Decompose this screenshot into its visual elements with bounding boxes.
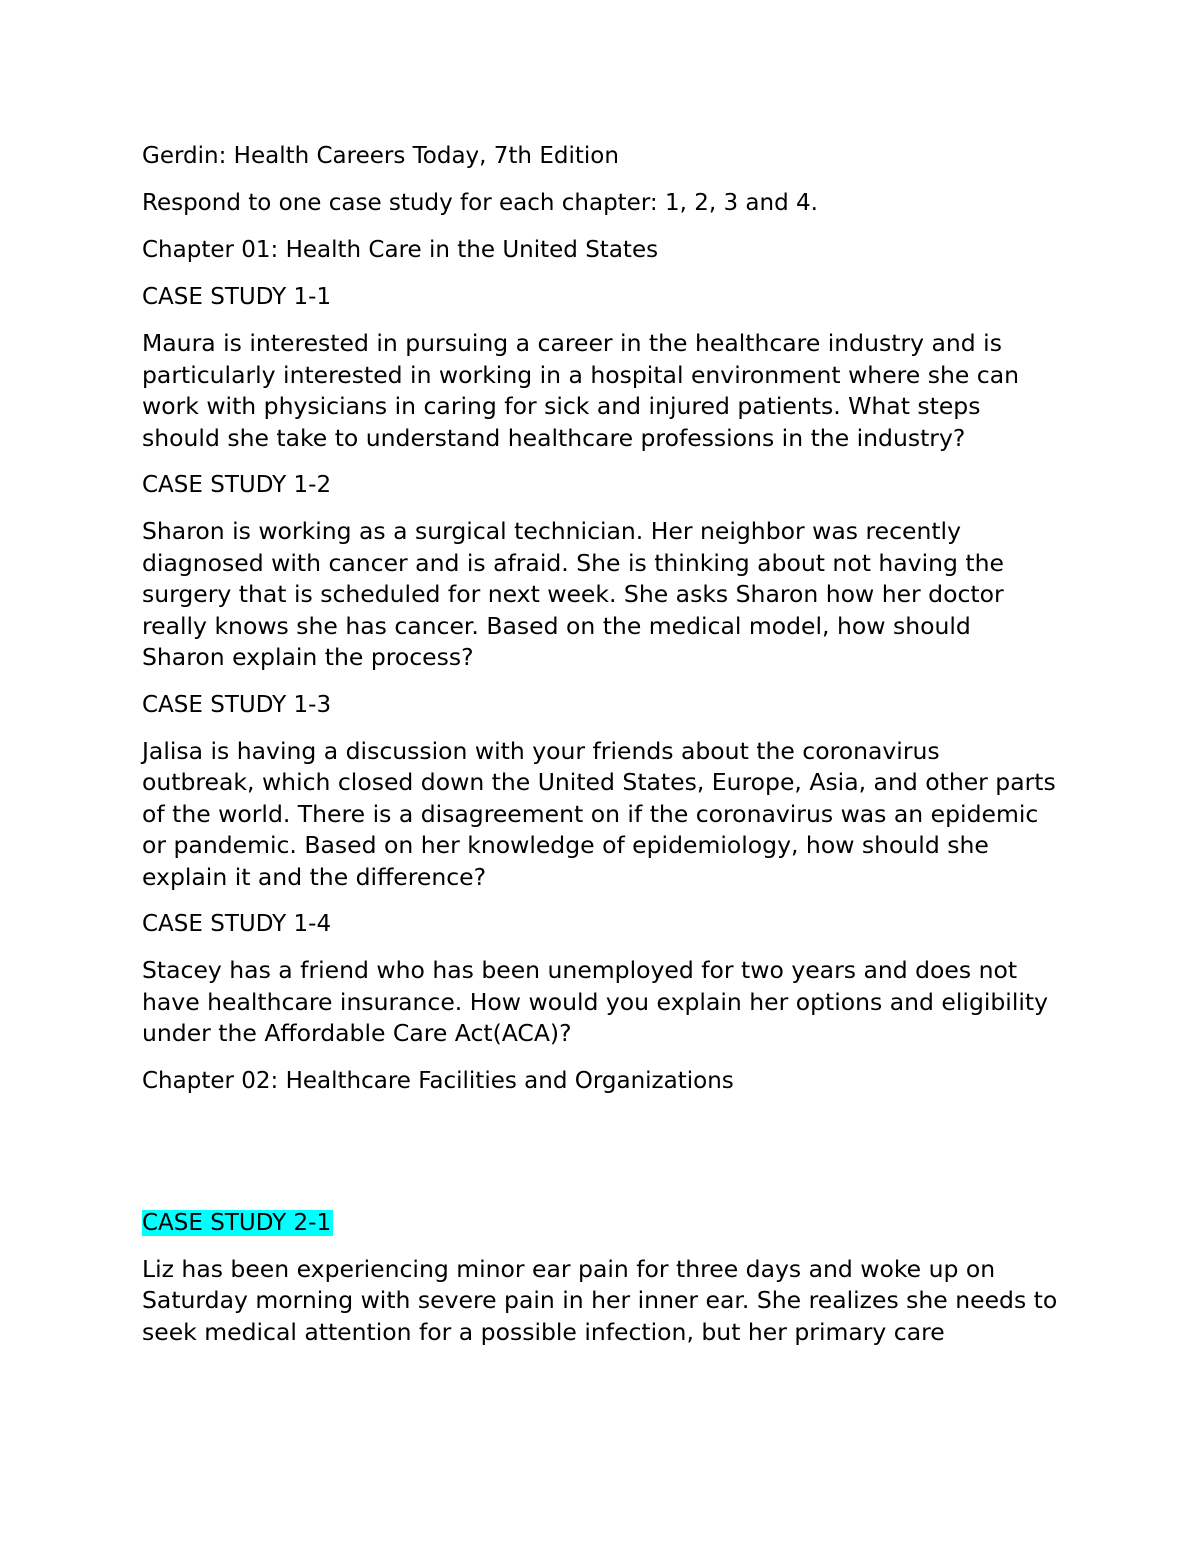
- case-line: or pandemic. Based on her knowledge of epidemiology, how should she: [142, 831, 989, 859]
- case-line: particularly interested in working in a hospital environment where she can: [142, 360, 1020, 389]
- case-study-1-4-body: [142, 955, 1072, 1050]
- highlighted-text: CASE STUDY 2-1: [142, 1209, 332, 1236]
- case-line: Sharon explain the process?: [142, 643, 474, 671]
- case-line: have healthcare insurance. How would you explain her options and eligibility: [142, 987, 1049, 1016]
- case-line: outbreak, which closed down the United States, Europe, Asia, and other parts: [142, 768, 1056, 796]
- case-study-2-1-label: [142, 1207, 1072, 1239]
- case-line: of the world. There is a disagreement on if the coronavirus was an epidemic: [142, 799, 1039, 828]
- case-study-2-1-body: [142, 1254, 1072, 1349]
- case-study-1-1-label: CASE STUDY 1-1: [142, 284, 332, 310]
- chapter-2-heading: Chapter 02: Healthcare Facilities and Organizations: [142, 1067, 734, 1094]
- case-study-1-2-body: [142, 516, 1072, 674]
- blank-space: [142, 1097, 1072, 1192]
- instruction-text: Respond to one case study for each chapter: 1, 2, 3 and 4.: [142, 190, 818, 216]
- document-page: [142, 140, 1072, 1348]
- case-study-1-4-label: CASE STUDY 1-4: [142, 911, 332, 937]
- case-line: Liz has been experiencing minor ear pain for three days and woke up on: [142, 1254, 996, 1283]
- case-line: Jalisa is having a discussion with your friends about the coronavirus: [142, 736, 940, 765]
- case-line: Stacey has a friend who has been unemployed for two years and does not: [142, 956, 1018, 984]
- case-line: diagnosed with cancer and is afraid. She is thinking about not having the: [142, 548, 1004, 577]
- case-line: really knows she has cancer. Based on the medical model, how should: [142, 611, 971, 640]
- case-line: Sharon is working as a surgical technician. Her neighbor was recently: [142, 517, 961, 545]
- case-study-1-3-label: CASE STUDY 1-3: [142, 691, 332, 718]
- case-line: seek medical attention for a possible infection, but her primary care: [142, 1317, 945, 1346]
- case-line: explain it and the difference?: [142, 862, 487, 891]
- chapter-1-heading: Chapter 01: Health Care in the United States: [142, 237, 659, 263]
- case-study-1-2-label: CASE STUDY 1-2: [142, 472, 332, 498]
- case-line: under the Affordable Care Act(ACA)?: [142, 1019, 572, 1047]
- case-line: work with physicians in caring for sick and injured patients. What steps: [142, 392, 981, 420]
- case-line: Maura is interested in pursuing a career in the healthcare industry and is: [142, 329, 1002, 357]
- document-title: Gerdin: Health Careers Today, 7th Edition: [142, 143, 619, 169]
- case-study-1-1-body: [142, 328, 1072, 454]
- case-line: Saturday morning with severe pain in her inner ear. She realizes she needs to: [142, 1286, 1058, 1314]
- case-line: surgery that is scheduled for next week. She asks Sharon how her doctor: [142, 580, 1004, 608]
- case-study-1-3-body: [142, 736, 1072, 894]
- case-line: should she take to understand healthcare professions in the industry?: [142, 423, 966, 452]
